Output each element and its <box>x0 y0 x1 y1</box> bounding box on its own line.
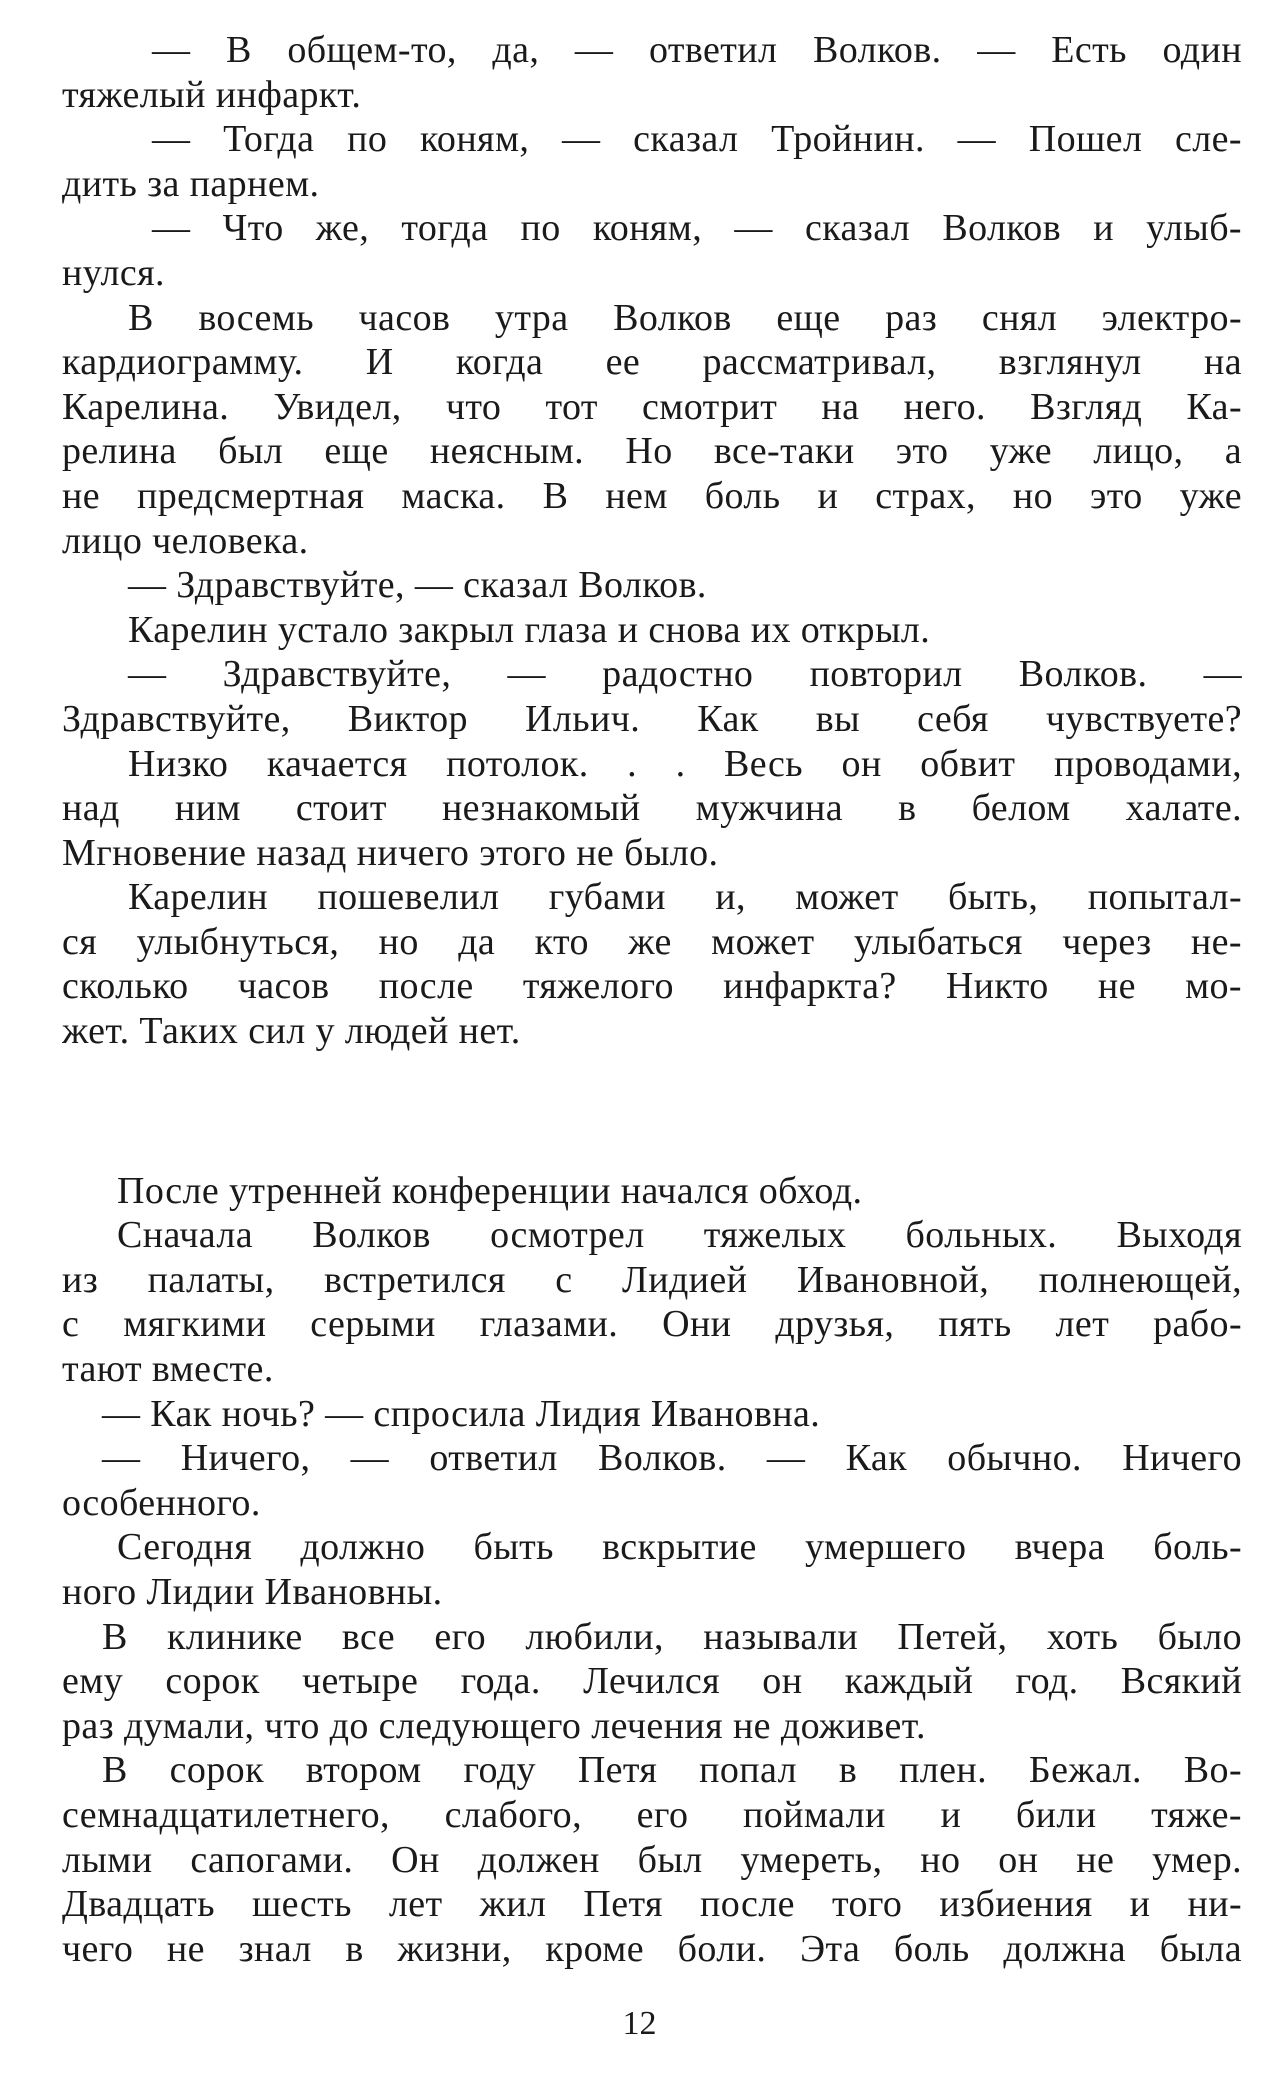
text-line: лыми сапогами. Он должен был умереть, но он не умер. <box>62 1838 1242 1881</box>
text-line: Низко качается потолок. . . Весь он обвит проводами, <box>128 742 1242 785</box>
text-line: нулся. <box>62 251 165 294</box>
text-line: ся улыбнуться, но да кто же может улыбаться через не- <box>62 920 1242 963</box>
text-section-1 <box>62 28 1242 1054</box>
text-line: из палаты, встретился с Лидией Ивановной, полнеющей, <box>62 1258 1242 1301</box>
text-line: — В общем-то, да, — ответил Волков. — Есть один <box>152 29 1242 71</box>
text-line: После утренней конференции начался обход. <box>117 1169 863 1212</box>
section-break <box>62 1054 1242 1169</box>
text-line: Сначала Волков осмотрел тяжелых больных. Выходя <box>117 1214 1242 1257</box>
page-number: 12 <box>622 2005 657 2042</box>
text-line: семнадцатилетнего, слабого, его поймали и били тяже- <box>62 1793 1242 1836</box>
text-line: раз думали, что до следующего лечения не доживет. <box>62 1704 926 1747</box>
text-line: Карелин пошевелил губами и, может быть, попытал- <box>128 876 1242 919</box>
text-line: тают вместе. <box>62 1348 274 1391</box>
page-body <box>62 28 1242 1971</box>
text-line: релина был еще неясным. Но все-таки это уже лицо, а <box>62 430 1242 473</box>
text-line: — Здравствуйте, — сказал Волков. <box>128 564 707 607</box>
text-line: лицо человека. <box>62 519 309 562</box>
text-line: Сегодня должно быть вскрытие умершего вчера боль- <box>117 1526 1242 1569</box>
text-line: сколько часов после тяжелого инфаркта? Никто не мо- <box>62 965 1242 1008</box>
text-section-2 <box>62 1169 1242 1972</box>
text-line: — Что же, тогда по коням, — сказал Волков и улыб- <box>152 207 1242 250</box>
text-line: над ним стоит незнакомый мужчина в белом халате. <box>62 787 1242 830</box>
text-line: жет. Таких сил у людей нет. <box>62 1010 521 1053</box>
text-line: Здравствуйте, Виктор Ильич. Как вы себя чувствуете? <box>62 697 1242 740</box>
text-line: — Здравствуйте, — радостно повторил Волков. — <box>128 653 1242 696</box>
text-line: — Тогда по коням, — сказал Тройнин. — Пошел сле- <box>152 118 1242 161</box>
text-line: с мягкими серыми глазами. Они друзья, пять лет рабо- <box>62 1303 1242 1346</box>
text-line: особенного. <box>62 1481 261 1524</box>
text-line: тяжелый инфаркт. <box>62 73 362 116</box>
text-line: кардиограмму. И когда ее рассматривал, взглянул на <box>62 341 1242 384</box>
text-line: не предсмертная маска. В нем боль и страх, но это уже <box>62 474 1242 517</box>
text-line: — Ничего, — ответил Волков. — Как обычно. Ничего <box>102 1437 1242 1480</box>
text-line: чего не знал в жизни, кроме боли. Эта боль должна была <box>62 1927 1242 1970</box>
text-line: В восемь часов утра Волков еще раз снял электро- <box>128 296 1242 339</box>
text-line: — Как ночь? — спросила Лидия Ивановна. <box>102 1392 821 1435</box>
text-line: Двадцать шесть лет жил Петя после того избиения и ни- <box>62 1883 1242 1926</box>
text-line: ного Лидии Ивановны. <box>62 1571 443 1613</box>
text-line: дить за парнем. <box>62 162 320 205</box>
text-line: В клинике все его любили, называли Петей, хоть было <box>102 1615 1242 1658</box>
text-line: Карелина. Увидел, что тот смотрит на него. Взгляд Ка- <box>62 385 1242 428</box>
text-line: Мгновение назад ничего этого не было. <box>62 831 719 874</box>
text-line: В сорок втором году Петя попал в плен. Бежал. Во- <box>102 1749 1242 1792</box>
text-line: ему сорок четыре года. Лечился он каждый год. Всякий <box>62 1660 1242 1703</box>
text-line: Карелин устало закрыл глаза и снова их открыл. <box>128 608 931 651</box>
